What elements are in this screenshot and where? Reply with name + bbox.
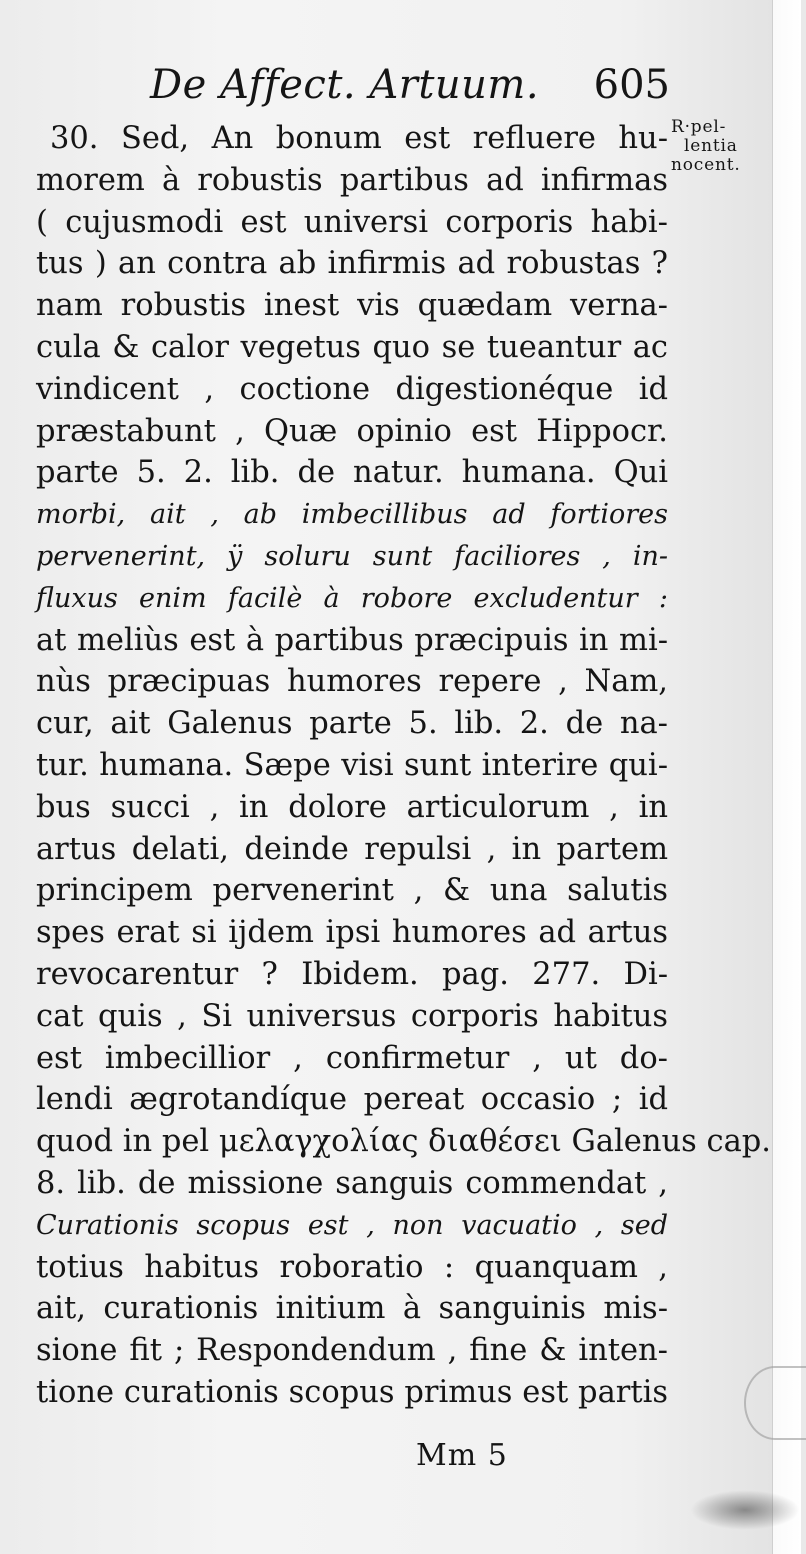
- margin-note-line: R·pel-: [671, 117, 727, 137]
- running-title: De Affect. Artuum.: [150, 62, 540, 108]
- text-line: parte 5. 2. lib. de natur. humana. Qui: [36, 455, 668, 491]
- text-line: pervenerint, ÿ soluru sunt faciliores , in-: [36, 540, 668, 572]
- text-line: spes erat si ijdem ipsi humores ad artus: [36, 915, 668, 951]
- text-line: cur, ait Galenus parte 5. lib. 2. de na-: [36, 706, 668, 742]
- text-line: sione fit ; Respondendum , fine & inten-: [36, 1333, 668, 1369]
- text-line: quod in pel μελαγχολίας διαθέσει Galenus cap.: [36, 1124, 771, 1160]
- text-line: ( cujusmodi est universi corporis habi-: [36, 204, 668, 240]
- text-line: 8. lib. de missione sanguis commendat ,: [36, 1165, 668, 1201]
- text-line: artus delati, deinde repulsi , in partem: [36, 831, 668, 867]
- text-line: tus ) an contra ab infirmis ad robustas ?: [36, 246, 668, 282]
- text-line: vindicent , coctione digestionéque id: [36, 371, 668, 407]
- margin-note-line: nocent.: [671, 155, 741, 175]
- signature-mark: Mm 5: [416, 1438, 508, 1473]
- text-line: præstabunt , Quæ opinio est Hippocr.: [36, 413, 668, 449]
- text-line: nùs præcipuas humores repere , Nam,: [36, 664, 668, 700]
- text-line: cat quis , Si universus corporis habitus: [36, 998, 668, 1034]
- text-line: at meliùs est à partibus præcipuis in mi-: [36, 622, 668, 658]
- text-line: 30. Sed, An bonum est refluere hu-: [50, 121, 668, 156]
- margin-note-line: lentia: [684, 136, 738, 156]
- text-line: tur. humana. Sæpe visi sunt interire qui-: [36, 747, 668, 783]
- ink-smudge: [744, 1366, 806, 1440]
- text-line: morem à robustis partibus ad infirmas: [36, 162, 668, 198]
- text-line: tione curationis scopus primus est partis: [36, 1374, 668, 1410]
- text-line: nam robustis inest vis quædam verna-: [36, 288, 668, 324]
- text-line: lendi ægrotandíque pereat occasio ; id: [36, 1082, 668, 1118]
- text-line: revocarentur ? Ibidem. pag. 277. Di-: [36, 956, 668, 992]
- page-number: 605: [593, 62, 670, 108]
- text-line: principem pervenerint , & una salutis: [36, 873, 668, 909]
- text-line: fluxus enim facilè à robore excludentur :: [36, 582, 668, 614]
- page-edge: [772, 0, 801, 1554]
- page-header: [150, 62, 670, 118]
- text-line: est imbecillior , confirmetur , ut do-: [36, 1040, 668, 1076]
- margin-note: [671, 118, 771, 175]
- text-line: cula & calor vegetus quo se tueantur ac: [36, 329, 668, 365]
- text-line: ait, curationis initium à sanguinis mis-: [36, 1291, 668, 1327]
- text-line: bus succi , in dolore articulorum , in: [36, 789, 668, 825]
- text-line: Curationis scopus est , non vacuatio , sed: [36, 1209, 668, 1241]
- ink-stain: [690, 1490, 800, 1530]
- text-line: totius habitus roboratio : quanquam ,: [36, 1249, 668, 1285]
- text-line: morbi, ait , ab imbecillibus ad fortiores: [36, 499, 668, 531]
